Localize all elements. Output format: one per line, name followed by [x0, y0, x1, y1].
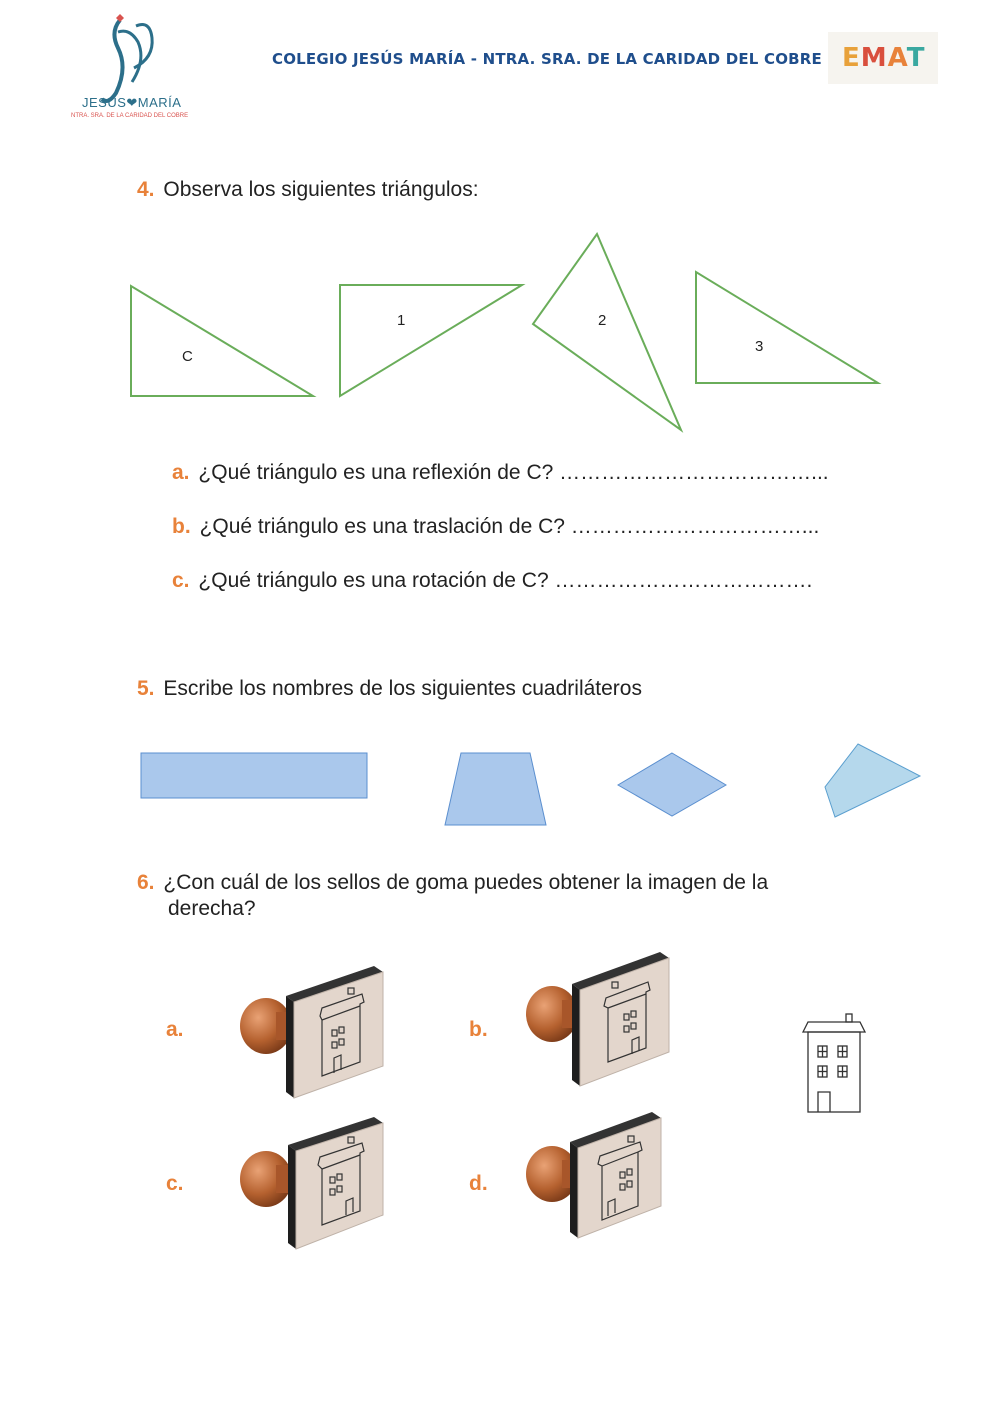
house-roof — [803, 1022, 865, 1032]
item-text: ¿Qué triángulo es una reflexión de C? ………………………………... — [198, 461, 829, 484]
triangle-c — [131, 286, 313, 396]
emat-letter-e: E — [842, 43, 861, 73]
stamp-block-base — [286, 996, 294, 1098]
school-logo-subtext: NTRA. SRA. DE LA CARIDAD DEL COBRE — [71, 113, 189, 119]
emat-letter-a: A — [887, 43, 907, 73]
stamp-block-base — [288, 1145, 296, 1249]
house-body — [808, 1032, 860, 1112]
house-door — [818, 1092, 830, 1112]
question-4-heading — [137, 178, 479, 202]
triangle-2 — [533, 234, 681, 430]
stamp-block-base — [570, 1142, 578, 1238]
question-4a — [172, 461, 829, 485]
house-windows — [818, 1046, 847, 1077]
triangle-1 — [340, 285, 522, 396]
stamp-block-base — [572, 984, 580, 1086]
triangles-figure — [0, 220, 1000, 440]
question-text-continued: derecha? — [168, 897, 256, 920]
question-5-heading — [137, 677, 642, 701]
triangle-3-label: 3 — [755, 338, 764, 355]
stamp-d[interactable] — [524, 1108, 674, 1248]
option-b-label: b. — [469, 1018, 488, 1041]
stamp-b[interactable] — [524, 948, 674, 1088]
item-text: ¿Qué triángulo es una traslación de C? ……………………………... — [199, 515, 820, 538]
question-4b — [172, 515, 819, 539]
question-text: Escribe los nombres de los siguientes cuadriláteros — [163, 677, 642, 700]
question-number: 4. — [137, 178, 155, 201]
question-6-heading — [137, 871, 768, 921]
quadrilaterals-figure — [0, 735, 1000, 835]
emat-logo — [828, 32, 938, 84]
item-text: ¿Qué triángulo es una rotación de C? ………………………………. — [198, 569, 813, 592]
question-4c — [172, 569, 812, 593]
target-house-image — [800, 1010, 870, 1116]
question-number: 5. — [137, 677, 155, 700]
house-chimney — [846, 1014, 852, 1022]
school-logo-text: JESÚS❤MARÍA — [82, 95, 182, 110]
triangle-c-label: C — [182, 348, 193, 365]
page-title: COLEGIO JESÚS MARÍA - NTRA. SRA. DE LA CARIDAD DEL COBRE — [272, 50, 822, 68]
trapezoid-shape — [445, 753, 546, 825]
item-letter: b. — [172, 515, 191, 538]
rhombus-shape — [618, 753, 726, 816]
stamp-a[interactable] — [238, 960, 388, 1100]
emat-letter-t: T — [906, 43, 926, 73]
triangle-1-label: 1 — [397, 312, 406, 329]
option-d-label: d. — [469, 1172, 488, 1195]
question-number: 6. — [137, 871, 155, 894]
option-c-label: c. — [166, 1172, 184, 1195]
stamp-c[interactable] — [238, 1115, 388, 1255]
question-text: Observa los siguientes triángulos: — [163, 178, 479, 201]
item-letter: c. — [172, 569, 190, 592]
emat-logo-text — [842, 43, 926, 73]
triangle-2-label: 2 — [598, 312, 607, 329]
option-a-label: a. — [166, 1018, 184, 1041]
emat-letter-m: M — [860, 43, 888, 73]
item-letter: a. — [172, 461, 190, 484]
question-text: ¿Con cuál de los sellos de goma puedes obtener la imagen de la — [163, 871, 769, 894]
rectangle-shape — [141, 753, 367, 798]
triangle-3 — [696, 272, 878, 383]
irregular-quadrilateral-shape — [825, 744, 920, 817]
